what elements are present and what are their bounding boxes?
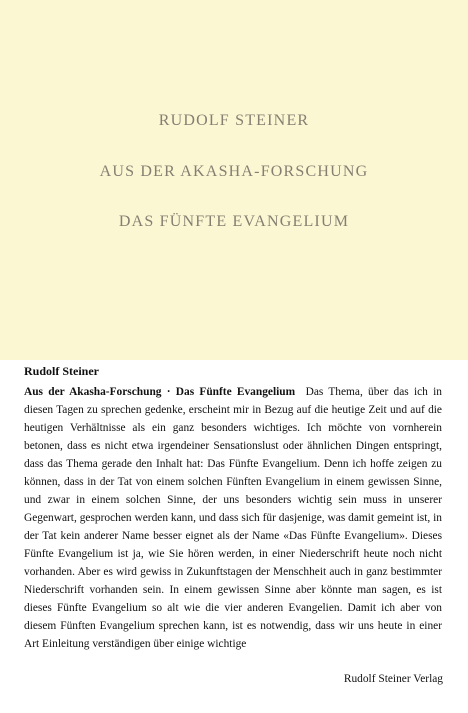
blurb-text-block: [24, 383, 442, 653]
blurb-body: Das Thema, über das ich in diesen Tagen zu sprechen gedenke, erscheint mir in Bezug auf die heutige Zeit und auf die heutigen Verhältnisse als ein ganz besonders wichtiges. Ich möchte von vornherein betonen, dass es nicht etwa irgendeiner Sensationslust oder ähnlichen Dingen entspringt, dass das Thema gerade den Inhalt hat: Das Fünfte Evangelium. Denn ich hoffe zeigen zu können, dass in der Tat von einem solchen Fünften Evangelium in einem gewissen Sinne, und zwar in einem solchen Sinne, der uns besonders wichtig sein muss in unserer Gegenwart, gesprochen werden kann, und dass sich für dasjenige, was damit gemeint ist, in der Tat kein anderer Name besser eignet als der Name «Das Fünfte Evangelium». Dieses Fünfte Evangelium ist ja, wie Sie hören werden, in einer Niederschrift heute noch nicht vorhanden. Aber es wird gewiss in Zukunftstagen der Menschheit auch in ganz bestimmter Niederschrift vorhanden sein. In einem gewissen Sinne aber könnte man sagen, es ist dieses Fünfte Evangelium so alt wie die vier anderen Evangelien. Damit ich aber von diesem Fünften Evangelium sprechen kann, ist es notwendig, dass wir uns heute in einer Art Einleitung verständigen über einige wichtige: [24, 386, 442, 650]
blurb-panel: [0, 360, 468, 713]
publisher-name: Rudolf Steiner Verlag: [343, 673, 443, 685]
cover-subtitle: DAS FÜNFTE EVANGELIUM: [118, 213, 350, 230]
cover-author: RUDOLF STEINER: [158, 112, 310, 129]
cover-title: AUS DER AKASHA-FORSCHUNG: [99, 163, 369, 180]
blurb-author: Rudolf Steiner: [24, 364, 99, 378]
blurb-title: Aus der Akasha-Forschung · Das Fünfte Evangelium: [24, 386, 296, 398]
